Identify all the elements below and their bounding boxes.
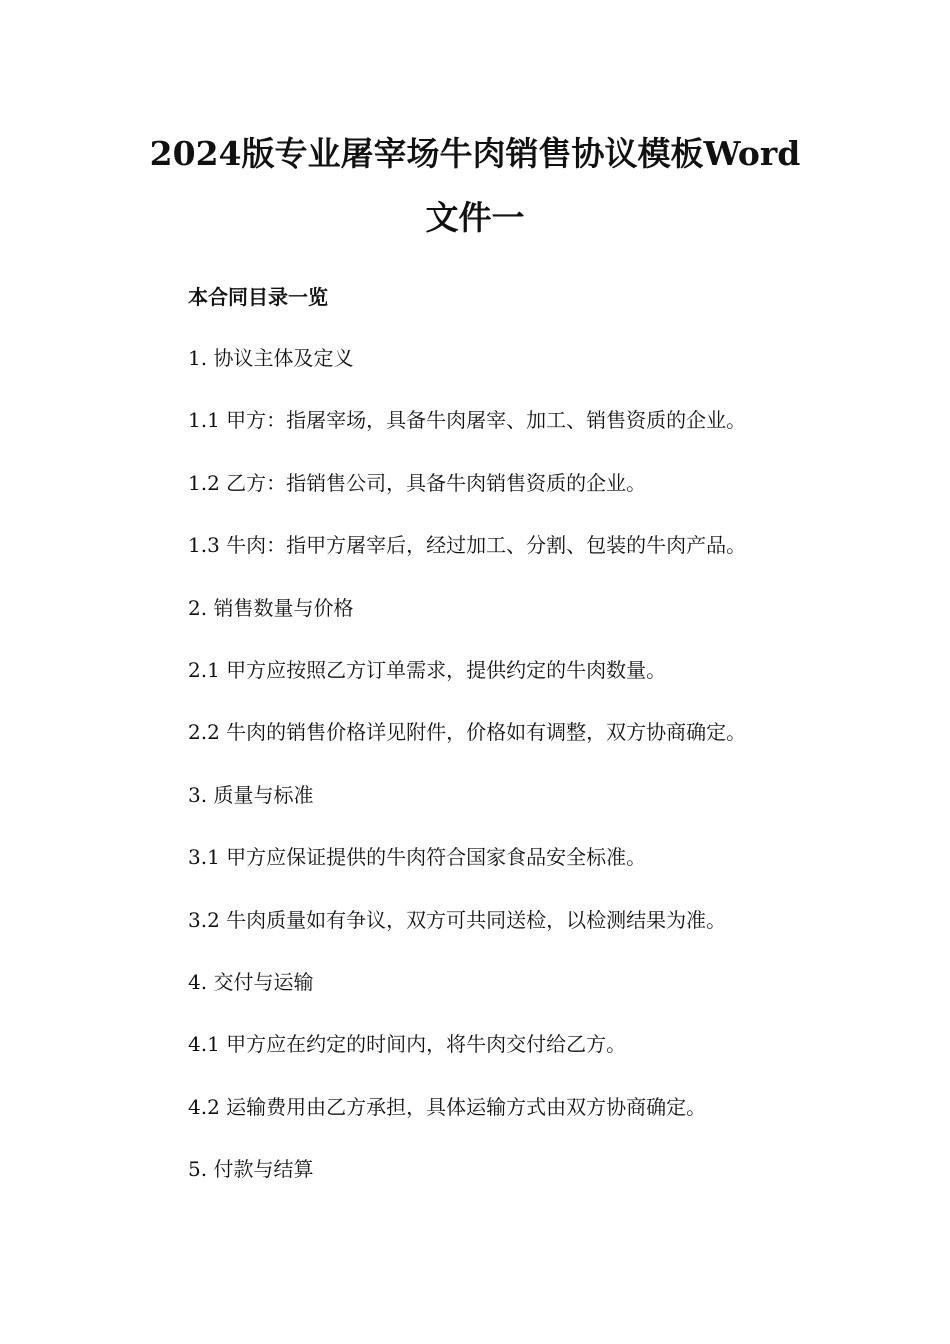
- toc-item: 4.2 运输费用由乙方承担，具体运输方式由双方协商确定。: [188, 1094, 707, 1119]
- toc-item: 4.1 甲方应在约定的时间内，将牛肉交付给乙方。: [188, 1032, 627, 1057]
- toc-item: 1.1 甲方：指屠宰场，具备牛肉屠宰、加工、销售资质的企业。: [188, 408, 747, 433]
- toc-item: 1.2 乙方：指销售公司，具备牛肉销售资质的企业。: [188, 470, 647, 495]
- toc-item: 2. 销售数量与价格: [188, 595, 354, 620]
- toc-item: 4. 交付与运输: [188, 969, 314, 994]
- title-line-1: 2024版专业屠宰场牛肉销售协议模板Word: [149, 134, 801, 173]
- toc-heading: 本合同目录一览: [188, 285, 328, 309]
- toc-item: 5. 付款与结算: [188, 1157, 314, 1182]
- toc-list: [188, 344, 828, 1217]
- title-line-2: 文件一: [425, 198, 525, 237]
- toc-item: 1. 协议主体及定义: [188, 346, 354, 370]
- toc-item: 2.2 牛肉的销售价格详见附件，价格如有调整，双方协商确定。: [188, 720, 747, 745]
- toc-item: 1.3 牛肉：指甲方屠宰后，经过加工、分割、包装的牛肉产品。: [188, 533, 747, 558]
- toc-item: 3. 质量与标准: [188, 782, 314, 807]
- toc-item: 3.2 牛肉质量如有争议，双方可共同送检，以检测结果为准。: [188, 907, 727, 932]
- toc-item: 3.1 甲方应保证提供的牛肉符合国家食品安全标准。: [188, 845, 647, 870]
- document-title: [100, 122, 850, 250]
- toc-item: 2.1 甲方应按照乙方订单需求，提供约定的牛肉数量。: [188, 657, 667, 682]
